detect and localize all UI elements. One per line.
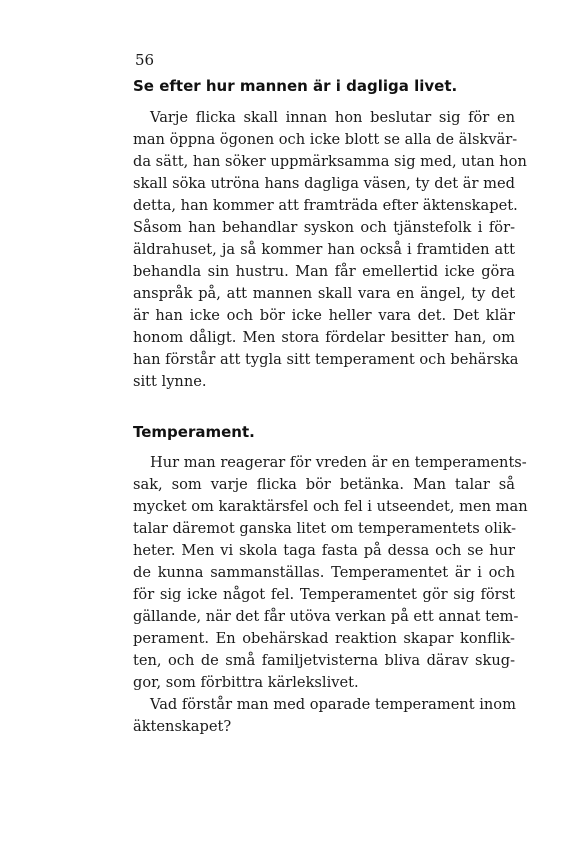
- paragraph-line: mycket om karaktärsfel och fel i utseendet, men man: [133, 498, 528, 515]
- page-number: 56: [135, 51, 155, 69]
- paragraph-line: han förstår att tygla sitt temperament och behärska: [133, 351, 519, 368]
- section-heading-husband: Se efter hur mannen är i dagliga livet.: [133, 77, 458, 95]
- paragraph-line: detta, han kommer att framträda efter äktenskapet.: [133, 197, 518, 214]
- section-heading-temperament: Temperament.: [133, 423, 255, 441]
- paragraph-line: behandla sin hustru. Man får emellertid icke göra: [133, 263, 515, 280]
- paragraph-line: de kunna sammanställas. Temperamentet är i och: [133, 564, 515, 581]
- paragraph-line: äldrahuset, ja så kommer han också i framtiden att: [133, 241, 515, 258]
- paragraph-line: perament. En obehärskad reaktion skapar konflik-: [133, 630, 515, 647]
- paragraph-line: man öppna ögonen och icke blott se alla de älskvär-: [133, 131, 518, 148]
- paragraph-line: för sig icke något fel. Temperamentet gör sig först: [133, 586, 515, 603]
- paragraph-line: honom dåligt. Men stora fördelar besitter han, om: [133, 329, 515, 346]
- paragraph-line: sitt lynne.: [133, 373, 207, 390]
- paragraph-line: heter. Men vi skola taga fasta på dessa och se hur: [133, 542, 515, 559]
- paragraph-line: är han icke och bör icke heller vara det. Det klär: [133, 307, 515, 324]
- paragraph-line: Såsom han behandlar syskon och tjänstefolk i för-: [133, 219, 515, 236]
- paragraph-line: anspråk på, att mannen skall vara en ängel, ty det: [133, 285, 515, 302]
- paragraph-line: Varje flicka skall innan hon beslutar sig för en: [150, 109, 515, 126]
- paragraph-line: gor, som förbittra kärlekslivet.: [133, 674, 359, 691]
- paragraph-line: Hur man reagerar för vreden är en temperaments-: [150, 454, 527, 471]
- paragraph-line: äktenskapet?: [133, 718, 232, 735]
- paragraph-line: gällande, när det får utöva verkan på ett annat tem-: [133, 608, 519, 625]
- paragraph-line: sak, som varje flicka bör betänka. Man talar så: [133, 476, 515, 493]
- paragraph-line: ten, och de små familjetvisterna bliva därav skug-: [133, 652, 515, 669]
- paragraph-line: da sätt, han söker uppmärksamma sig med, utan hon: [133, 153, 527, 170]
- paragraph-line: Vad förstår man med oparade temperament inom: [150, 696, 516, 713]
- paragraph-line: skall söka utröna hans dagliga väsen, ty det är med: [133, 175, 515, 192]
- paragraph-line: talar däremot ganska litet om temperamentets olik-: [133, 520, 517, 537]
